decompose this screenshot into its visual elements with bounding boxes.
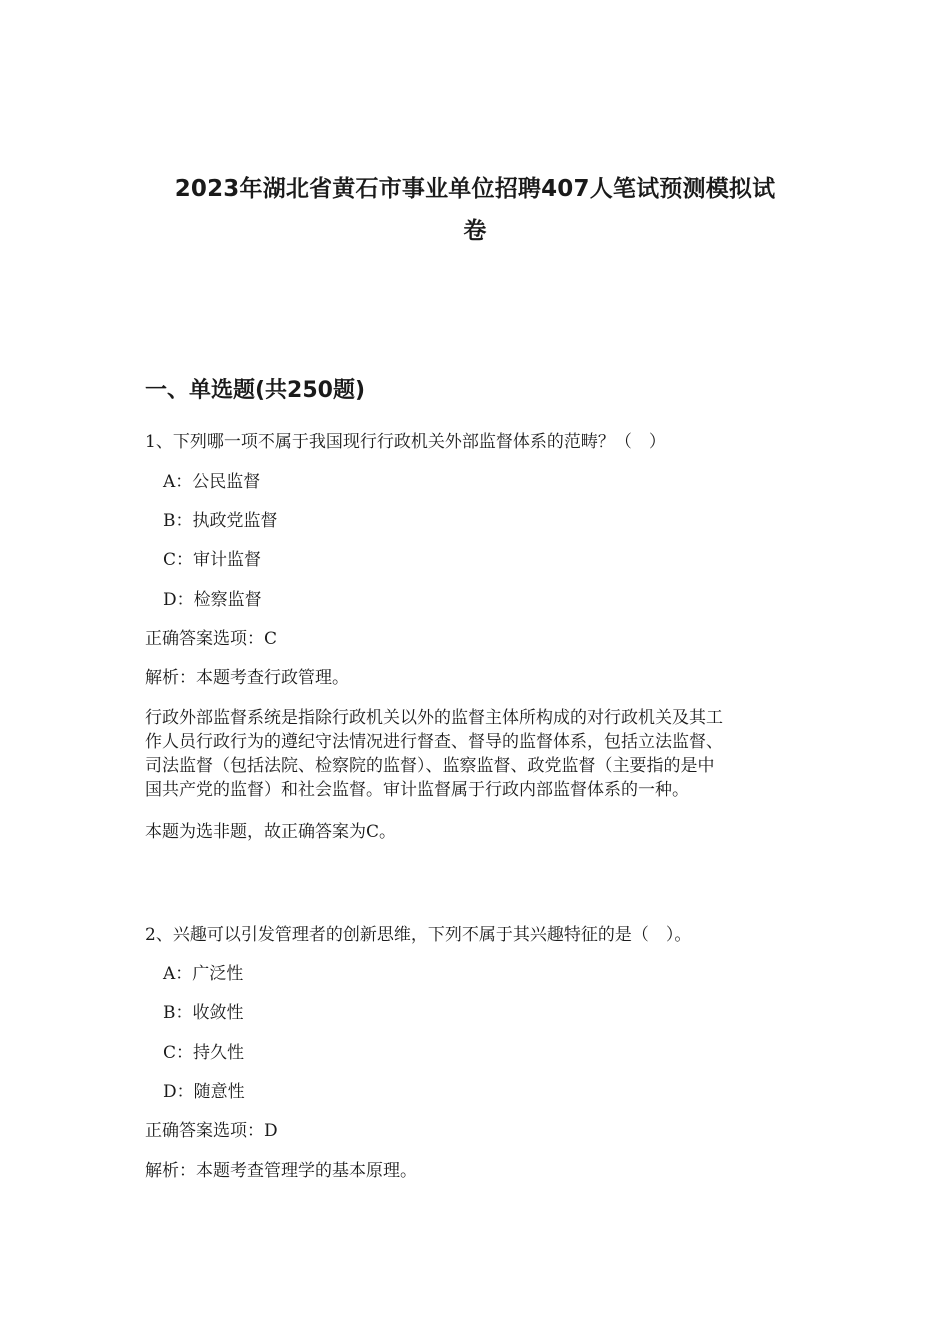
question-2-option-d: D：随意性 <box>163 1082 245 1102</box>
question-1-answer: 正确答案选项：C <box>145 629 278 649</box>
title-line-2: 卷 <box>463 218 487 244</box>
document-title <box>140 168 810 252</box>
question-2-analysis: 解析：本题考查管理学的基本原理。 <box>145 1161 417 1181</box>
question-1-option-d: D：检察监督 <box>163 590 262 610</box>
explanation-line: 国共产党的监督）和社会监督。审计监督属于行政内部监督体系的一种。 <box>145 780 689 800</box>
question-2-answer: 正确答案选项：D <box>145 1121 278 1141</box>
question-1-stem: 1、下列哪一项不属于我国现行行政机关外部监督体系的范畴？（ ） <box>145 432 666 452</box>
question-1-analysis: 解析：本题考查行政管理。 <box>145 668 349 688</box>
question-2-option-a: A：广泛性 <box>163 964 244 984</box>
question-2-stem: 2、兴趣可以引发管理者的创新思维，下列不属于其兴趣特征的是（ ）。 <box>145 925 692 945</box>
question-1-option-a: A：公民监督 <box>163 472 261 492</box>
question-2-option-b: B：收敛性 <box>163 1003 244 1023</box>
explanation-line: 行政外部监督系统是指除行政机关以外的监督主体所构成的对行政机关及其工 <box>145 708 723 728</box>
question-2-option-c: C：持久性 <box>163 1043 245 1063</box>
question-1-explanation <box>145 706 805 802</box>
question-1-option-b: B：执政党监督 <box>163 511 278 531</box>
question-1-option-c: C：审计监督 <box>163 550 262 570</box>
explanation-line: 司法监督（包括法院、检察院的监督）、监察监督、政党监督（主要指的是中 <box>145 756 715 776</box>
section-heading: 一、单选题(共250题) <box>145 378 366 403</box>
title-line-1: 2023年湖北省黄石市事业单位招聘407人笔试预测模拟试 <box>174 176 776 202</box>
explanation-line: 作人员行政行为的遵纪守法情况进行督查、督导的监督体系，包括立法监督、 <box>145 732 723 752</box>
question-1-conclusion: 本题为选非题，故正确答案为C。 <box>145 822 397 842</box>
